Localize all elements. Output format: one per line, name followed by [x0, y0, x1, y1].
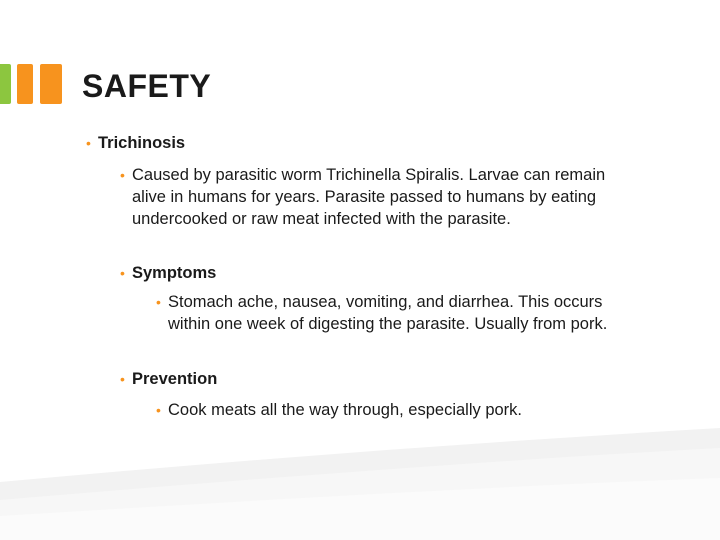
orange-accent-bar-wide	[40, 64, 62, 104]
bullet-cause-text: Caused by parasitic worm Trichinella Spiralis. Larvae can remain alive in humans for years. Parasite passed to humans by eating undercooked or raw meat infected with the parasite.	[132, 166, 606, 228]
bullet-trichinosis-text: Trichinosis	[98, 134, 186, 152]
bullet-cause	[120, 164, 630, 230]
bullet-prevention-detail	[156, 399, 626, 421]
bullet-symptoms	[120, 262, 216, 284]
bullet-prevention-text: Cook meats all the way through, especially pork.	[168, 401, 523, 419]
orange-accent-bar	[17, 64, 33, 104]
bullet-symptoms-text: Stomach ache, nausea, vomiting, and diarrhea. This occurs within one week of digesting the parasite. Usually from pork.	[168, 293, 608, 333]
bullet-marker: •	[120, 265, 125, 281]
bullet-marker: •	[86, 135, 91, 151]
bullet-symptoms-heading: Symptoms	[132, 264, 217, 282]
bullet-marker: •	[120, 371, 125, 387]
bullet-prevention-heading: Prevention	[132, 370, 218, 388]
bullet-trichinosis	[86, 132, 185, 154]
bullet-marker: •	[156, 402, 161, 418]
slide-title: SAFETY	[82, 68, 212, 104]
decorative-swoosh	[0, 420, 720, 540]
bullet-symptoms-detail	[156, 291, 626, 335]
bullet-marker: •	[120, 167, 125, 183]
bullet-marker: •	[156, 294, 161, 310]
green-accent-bar	[0, 64, 11, 104]
bullet-prevention	[120, 368, 217, 390]
